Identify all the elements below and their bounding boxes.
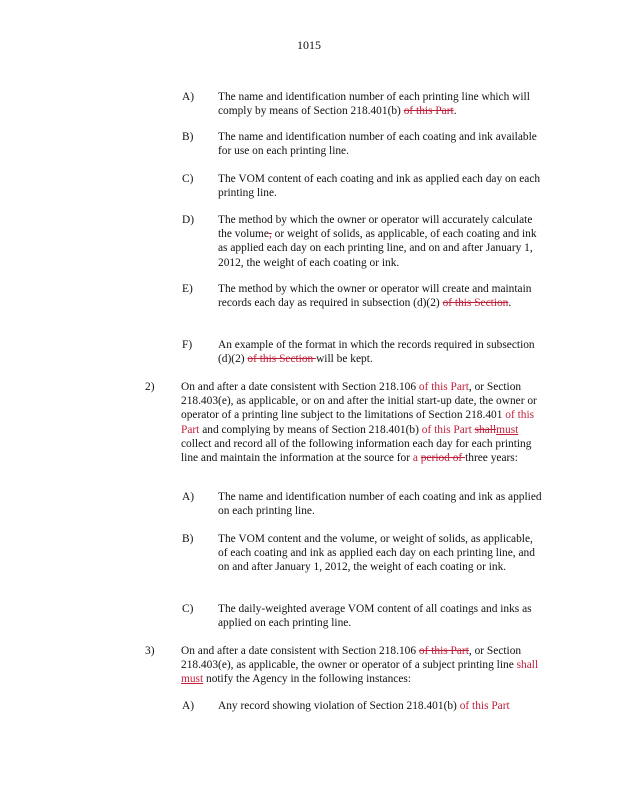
item-text bbox=[218, 602, 543, 630]
text-run: three years: bbox=[465, 452, 518, 465]
item-text bbox=[218, 699, 543, 713]
text-run: The method by which the owner or operator will accurately calculate the volume bbox=[218, 214, 533, 241]
text-run: will be kept. bbox=[316, 353, 373, 366]
text-run: The name and identification number of each printing line which will comply by means of Section 218.401(b) bbox=[218, 91, 530, 118]
item-label: D) bbox=[182, 214, 195, 226]
text-run: , or Section 218.403(e), as applicable, or on and after the initial start-up date, the owner or operator of a printing line subject to the limitations of Section 218.401 bbox=[181, 381, 537, 422]
deleted-text: period of bbox=[420, 452, 466, 465]
text-run: notify the Agency in the following instances: bbox=[203, 673, 411, 686]
text-run: . bbox=[508, 297, 512, 310]
text-run: . bbox=[453, 105, 457, 118]
item-text bbox=[218, 490, 543, 518]
item-text bbox=[218, 90, 543, 118]
text-run: The name and identification number of each coating and ink as applied on each printing line. bbox=[218, 491, 542, 518]
item-label: C) bbox=[182, 603, 194, 615]
item-label: A) bbox=[182, 491, 195, 503]
text-run: The daily-weighted average VOM content of all coatings and inks as applied on each printing line. bbox=[218, 603, 532, 630]
item-text bbox=[218, 213, 543, 270]
text-run: and complying by means of Section 218.401(b) bbox=[199, 423, 422, 436]
item-text bbox=[181, 380, 543, 465]
amended-text: of this Part bbox=[181, 409, 535, 436]
deleted-text: of this Section bbox=[247, 353, 317, 366]
amended-text: of this Part bbox=[418, 381, 469, 393]
amended-text: of this Part bbox=[421, 423, 472, 436]
text-run: The VOM content and the volume, or weight of solids, as applicable, of each coating and ink as applied each day on each printing line, and on and after January 1, 2012, the weight of each coating or ink. bbox=[218, 533, 535, 574]
deleted-text: , bbox=[268, 228, 272, 241]
item-text bbox=[218, 172, 543, 200]
text-run: or weight of solids, as applicable, of each coating and ink as applied each day on each printing line, and on and after January 1, 2012, the weight of each coating or ink. bbox=[218, 228, 537, 269]
text-run: , or Section 218.403(e), as applicable, the owner or operator of a subject printing line bbox=[181, 645, 522, 672]
inserted-text: must bbox=[496, 423, 519, 436]
amended-text: shall bbox=[516, 659, 539, 672]
item-text bbox=[181, 644, 543, 687]
item-label: A) bbox=[182, 700, 195, 712]
text-run: The name and identification number of each coating and ink available for use on each printing line. bbox=[218, 131, 537, 158]
page-number: 1015 bbox=[297, 38, 321, 52]
item-text bbox=[218, 338, 543, 366]
deleted-text: shall bbox=[474, 423, 497, 436]
item-label: C) bbox=[182, 173, 194, 185]
text-run: An example of the format in which the records required in subsection (d)(2) bbox=[218, 339, 535, 366]
item-label: 2) bbox=[145, 381, 155, 393]
text-run: On and after a date consistent with Section 218.106 bbox=[181, 645, 419, 657]
item-text bbox=[218, 282, 543, 310]
item-label: A) bbox=[182, 91, 195, 103]
deleted-text: of this Part bbox=[403, 105, 454, 118]
item-label: B) bbox=[182, 131, 194, 143]
item-label: 3) bbox=[145, 645, 155, 657]
text-run: Any record showing violation of Section 218.401(b) bbox=[218, 700, 460, 712]
amended-text: a bbox=[412, 452, 418, 465]
item-label: E) bbox=[182, 283, 193, 295]
inserted-text: must bbox=[181, 673, 204, 686]
text-run: collect and record all of the following information each day for each printing line and maintain the information at the source for bbox=[181, 437, 532, 465]
item-label: F) bbox=[182, 339, 193, 351]
text-run: The VOM content of each coating and ink as applied each day on each printing line. bbox=[218, 173, 541, 200]
item-text bbox=[218, 532, 543, 575]
text-run: On and after a date consistent with Section 218.106 bbox=[181, 381, 419, 393]
item-label: B) bbox=[182, 533, 194, 545]
item-text bbox=[218, 130, 543, 158]
deleted-text: of this Part bbox=[418, 645, 469, 657]
deleted-text: of this Section bbox=[442, 297, 509, 310]
amended-text: of this Part bbox=[459, 700, 510, 712]
text-run: The method by which the owner or operator will create and maintain records each day as required in subsection (d)(2) bbox=[218, 283, 532, 310]
